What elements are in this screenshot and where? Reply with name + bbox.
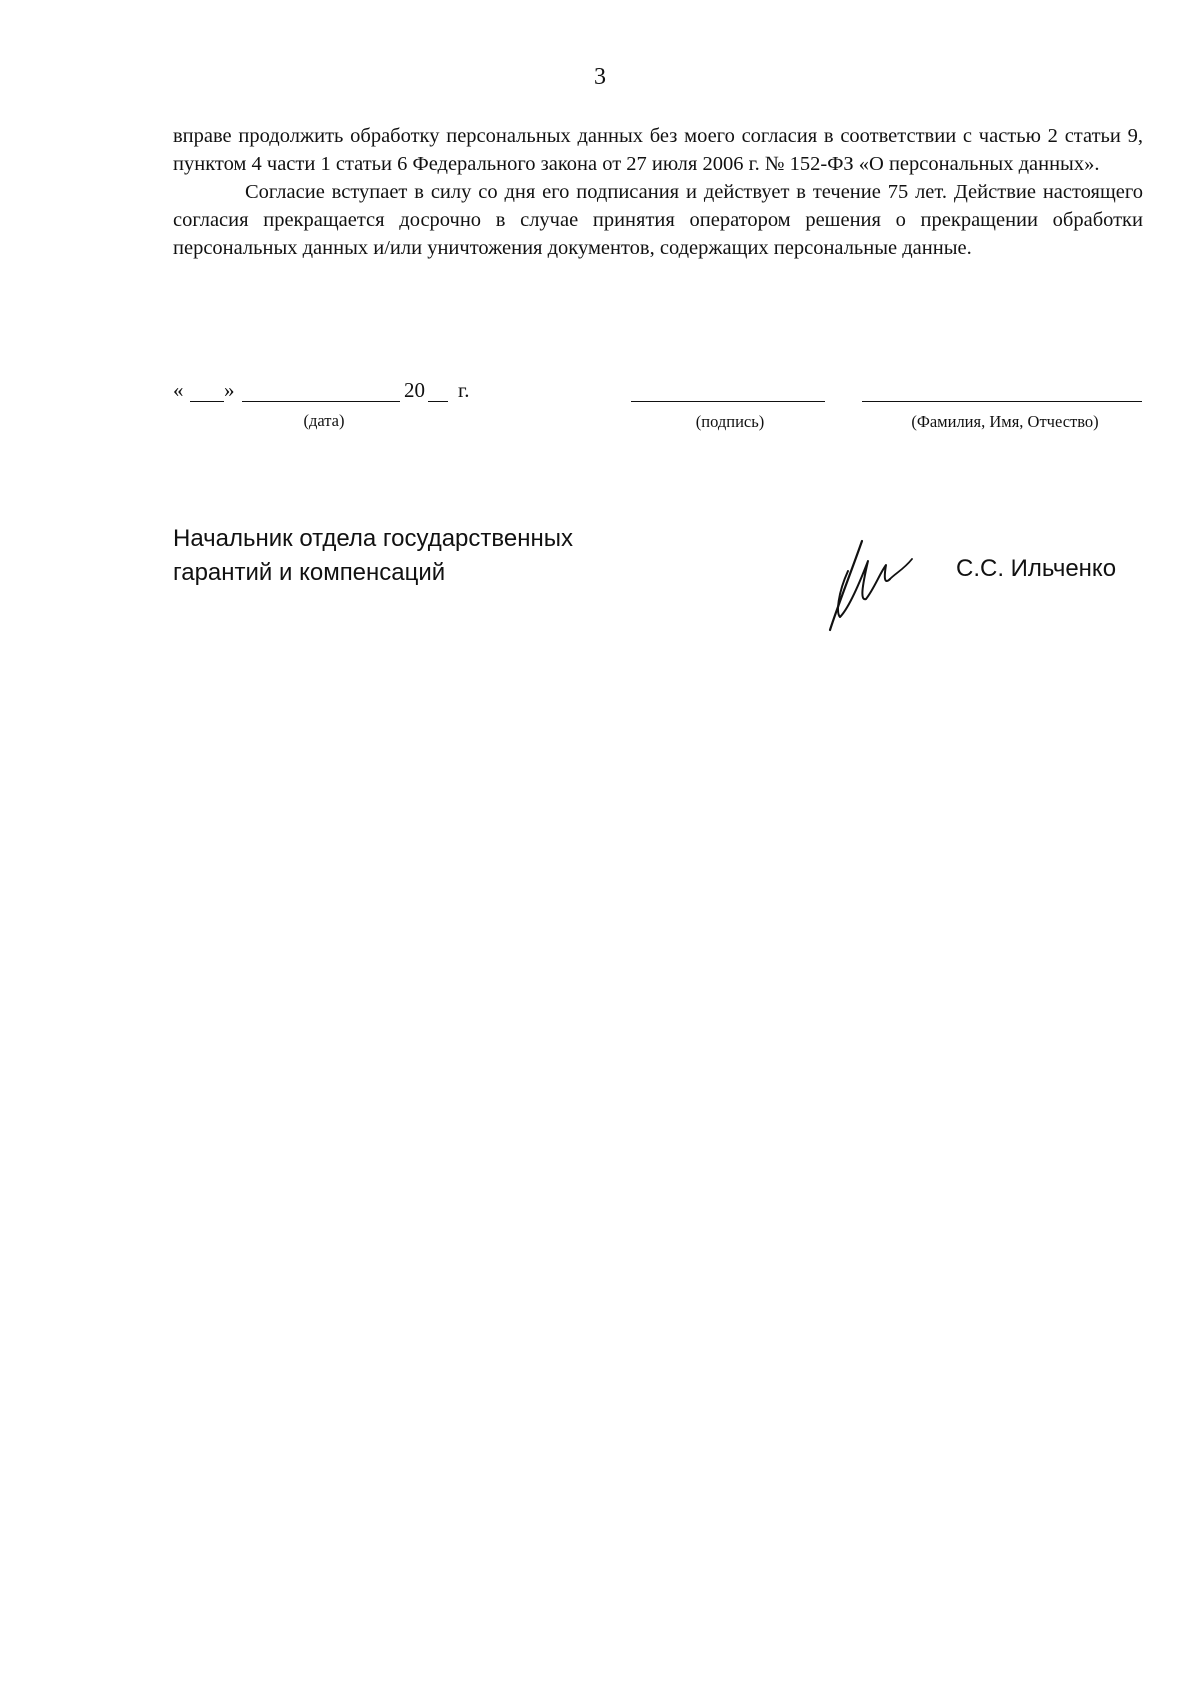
year-blank-line xyxy=(428,401,448,402)
year-suffix: г. xyxy=(458,378,470,402)
year-prefix: 20 xyxy=(404,378,425,402)
month-blank-line xyxy=(242,401,400,402)
signature-caption: (подпись) xyxy=(695,412,765,431)
date-quote-open: « xyxy=(173,378,184,402)
signer-name: С.С. Ильченко xyxy=(956,555,1117,582)
signature-stroke-2 xyxy=(838,561,890,617)
date-quote-close: » xyxy=(224,378,235,402)
day-blank-line xyxy=(190,401,224,402)
full-name-caption: (Фамилия, Имя, Отчество) xyxy=(911,412,1099,431)
body-text xyxy=(173,122,1143,262)
handwritten-signature xyxy=(818,535,928,635)
position-title-line-2: гарантий и компенсаций xyxy=(173,559,446,586)
date-caption: (дата) xyxy=(303,411,345,430)
page-number: 3 xyxy=(594,64,606,90)
full-name-blank-line xyxy=(862,401,1142,402)
paragraph-consent-term: Согласие вступает в силу со дня его подписания и действует в течение 75 лет. Действие настоящего согласия прекращается досрочно в случае принятия оператором решения о прекращении обработки персональных данных и/или уничтожения документов, содержащих персональные данные. xyxy=(173,181,1143,259)
signer-position-title xyxy=(173,522,573,590)
signature-blank-line xyxy=(631,401,825,402)
position-title-line-1: Начальник отдела государственных xyxy=(173,525,573,552)
signature-stroke-3 xyxy=(890,559,912,579)
signature-fields-row xyxy=(0,378,1200,438)
paragraph-continuation: вправе продолжить обработку персональных данных без моего согласия в соответствии с частью 2 статьи 9, пунктом 4 части 1 статьи 6 Федерального закона от 27 июля 2006 г. № 152-ФЗ «О персональных данных». xyxy=(173,125,1143,175)
